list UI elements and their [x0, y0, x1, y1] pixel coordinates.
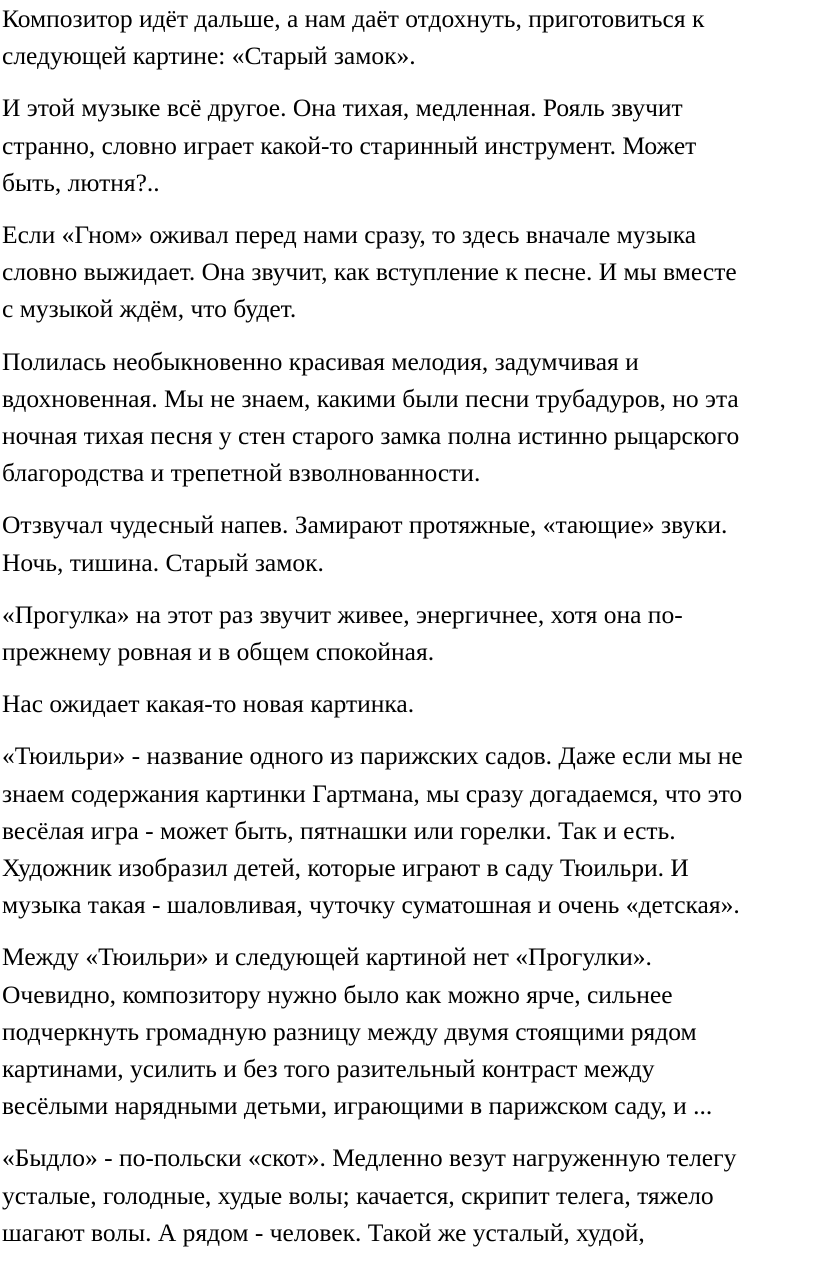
text-line: ночная тихая песня у стен старого замка полна истинно рыцарского [2, 421, 740, 451]
text-line: «Прогулка» на этот раз звучит живее, энергичнее, хотя она по- [2, 599, 683, 629]
text-line: Если «Гном» оживал перед нами сразу, то здесь вначале музыка [2, 220, 697, 250]
text-line: «Быдло» - по-польски «скот». Медленно везут нагруженную телегу [2, 1143, 737, 1173]
text-line: с музыкой ждём, что будет. [2, 294, 297, 324]
paragraph-5 [2, 506, 810, 580]
paragraph-2 [2, 89, 810, 201]
text-line: весёлая игра - может быть, пятнашки или горелки. Так и есть. [2, 815, 676, 845]
text-line: Художник изобразил детей, которые играют в саду Тюильри. И [2, 853, 689, 883]
text-line: подчеркнуть громадную разницу между двумя стоящими рядом [2, 1016, 697, 1046]
text-line: весёлыми нарядными детьми, играющими в парижском саду, и ... [2, 1091, 713, 1121]
text-line: музыка такая - шаловливая, чуточку суматошная и очень «детская». [2, 890, 740, 920]
text-line: усталые, голодные, худые волы; качается, скрипит телега, тяжело [2, 1180, 714, 1210]
text-line: Между «Тюильри» и следующей картиной нет «Прогулки». [2, 942, 652, 972]
paragraph-10 [2, 1139, 810, 1251]
text-line: быть, лютня?.. [2, 167, 160, 197]
text-line: картинами, усилить и без того разительный контраст между [2, 1054, 655, 1084]
text-line: Полилась необыкновенно красивая мелодия, задумчивая и [2, 346, 639, 376]
text-line: шагают волы. А рядом - человек. Такой же усталый, худой, [2, 1217, 645, 1247]
paragraph-6 [2, 596, 810, 670]
text-line: Композитор идёт дальше, а нам даёт отдохнуть, приготовиться к [2, 4, 705, 33]
text-line: благородства и трепетной взволнованности. [2, 458, 481, 488]
text-line: странно, словно играет какой-то старинный инструмент. Может [2, 130, 697, 160]
text-line: Ночь, тишина. Старый замок. [2, 547, 324, 577]
text-line: Очевидно, композитору нужно было как можно ярче, сильнее [2, 979, 673, 1009]
paragraph-1 [2, 0, 810, 74]
text-line: Отзвучал чудесный напев. Замирают протяжные, «тающие» звуки. [2, 510, 728, 540]
text-line: знаем содержания картинки Гартмана, мы сразу догадаемся, что это [2, 778, 743, 808]
paragraph-4 [2, 343, 810, 492]
text-line: «Тюильри» - название одного из парижских садов. Даже если мы не [2, 741, 743, 771]
paragraph-7 [2, 685, 810, 722]
paragraph-9 [2, 938, 810, 1124]
paragraph-8 [2, 737, 810, 923]
text-line: вдохновенная. Мы не знаем, какими были песни трубадуров, но эта [2, 383, 739, 413]
text-line: И этой музыке всё другое. Она тихая, медленная. Рояль звучит [2, 93, 683, 123]
text-line: словно выжидает. Она звучит, как вступление к песне. И мы вместе [2, 257, 737, 287]
text-line: прежнему ровная и в общем спокойная. [2, 637, 435, 667]
paragraph-3 [2, 216, 810, 328]
text-line: Нас ожидает какая-то новая картинка. [2, 689, 415, 719]
text-line: следующей картине: «Старый замок». [2, 41, 416, 71]
